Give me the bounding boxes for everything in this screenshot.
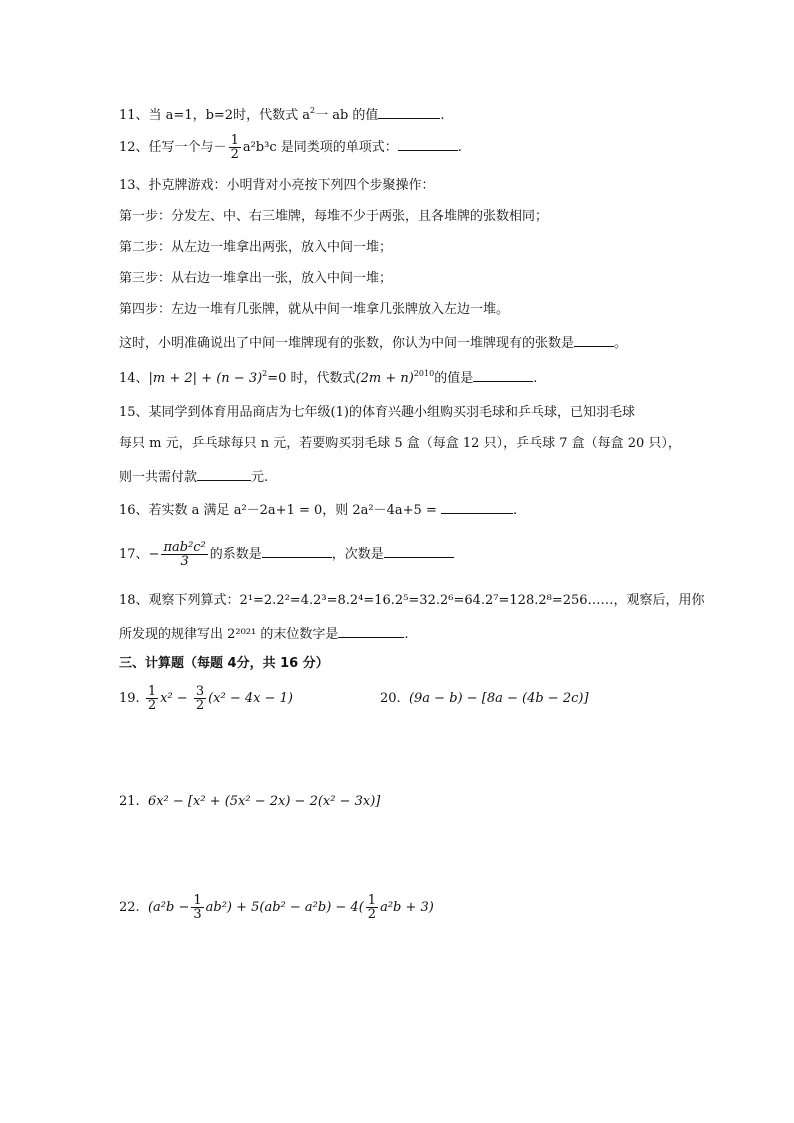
question-text: 则一共需付款 <box>119 470 198 485</box>
answer-blank[interactable] <box>441 499 513 514</box>
question-text: 一 ab 的值 <box>315 108 379 123</box>
numerator: 1 <box>367 893 377 908</box>
question-18-line-2 <box>119 623 409 644</box>
question-21 <box>119 793 380 811</box>
question-text: 这时，小明准确说出了中间一堆牌现有的张数，你认为中间一堆牌现有的张数是 <box>119 336 575 351</box>
fraction <box>194 685 206 712</box>
period: . <box>533 371 538 386</box>
period: . <box>457 140 462 155</box>
question-20 <box>380 690 589 708</box>
numerator: 1 <box>147 684 157 699</box>
question-14 <box>119 367 537 388</box>
question-22 <box>119 893 434 923</box>
answer-blank[interactable] <box>384 543 454 558</box>
exponent: 2 <box>262 369 268 378</box>
denominator: 3 <box>180 554 189 569</box>
question-12 <box>119 134 462 161</box>
numerator: 1 <box>193 893 202 908</box>
fraction <box>161 541 207 568</box>
denominator: 2 <box>367 907 377 922</box>
question-text: ，次数是 <box>331 547 384 562</box>
question-text: 观察下列算式：2¹=2.2²=4.2³=8.2⁴=16.2⁵=32.2⁶=64.2⁷=128.2⁸=256……，观察后，用你 <box>148 593 705 608</box>
math-expression: (a²b − <box>147 900 190 915</box>
question-text: a²b³c 是同类项的单项式： <box>242 140 398 155</box>
question-16 <box>119 499 517 520</box>
step-2: 第二步：从左边一堆拿出两张，放入中间一堆； <box>119 240 393 255</box>
question-number: 13、 <box>119 178 149 193</box>
fraction <box>146 685 158 712</box>
step-1: 第一步：分发左、中、右三堆牌，每堆不少于两张，且各堆牌的张数相同； <box>119 209 549 224</box>
fraction <box>366 894 378 921</box>
question-text: 所发现的规律写出 2²⁰²¹ 的末位数字是 <box>119 627 339 642</box>
answer-blank[interactable] <box>378 104 440 119</box>
math-expression: (x² − 4x − 1) <box>208 691 293 706</box>
question-17 <box>119 540 454 570</box>
answer-blank[interactable] <box>473 367 533 382</box>
question-15-line-2: 每只 m 元，乒乓球每只 n 元，若要购买羽毛球 5 盒（每盒 12 只），乒乓球 7 盒（每盒 20 只）， <box>119 436 681 451</box>
question-number: 15、 <box>119 405 149 420</box>
question-text: =0 时，代数式 <box>267 371 356 386</box>
denominator: 2 <box>195 698 205 713</box>
question-number: 22. <box>119 900 140 915</box>
section-title: 三、计算题（每题 4分，共 16 分） <box>119 656 329 671</box>
question-15-line-1 <box>119 404 635 422</box>
math-expression: ab²) + 5(ab² − a²b) − 4( <box>205 900 364 915</box>
unit-yuan: 元. <box>251 470 269 485</box>
question-11 <box>119 104 445 125</box>
question-number: 18、 <box>119 593 149 608</box>
answer-blank[interactable] <box>262 543 332 558</box>
exponent: 2010 <box>413 369 435 378</box>
question-text: 当 a=1，b=2时，代数式 a <box>148 108 310 123</box>
step-4: 第四步：左边一堆有几张牌，就从中间一堆拿几张牌放入左边一堆。 <box>119 302 510 317</box>
denominator: 2 <box>147 698 157 713</box>
question-text: 的值是 <box>434 371 474 386</box>
question-19 <box>119 684 293 714</box>
period: . <box>513 503 518 518</box>
numerator: πab²c² <box>163 540 206 555</box>
exponent: 2 <box>309 106 316 115</box>
question-13-conclusion <box>119 332 627 353</box>
question-number: 11、 <box>119 108 149 123</box>
math-expression: |m + 2| + (n − 3) <box>148 371 263 386</box>
question-number: 16、 <box>119 503 149 518</box>
numerator: 3 <box>195 684 205 699</box>
denominator: 3 <box>193 907 202 922</box>
question-text: 的系数是 <box>209 547 262 562</box>
question-text: 任写一个与－ <box>148 140 227 155</box>
question-text: 若实数 a 满足 a²－2a+1 = 0，则 2a²－4a+5 = <box>148 503 437 518</box>
answer-blank[interactable] <box>574 332 614 347</box>
question-number: 14、 <box>119 371 149 386</box>
answer-blank[interactable] <box>398 136 458 151</box>
fraction <box>229 134 241 161</box>
question-number: 19. <box>119 691 140 706</box>
minus-sign: − <box>148 547 160 562</box>
question-18-line-1 <box>119 592 705 610</box>
fraction <box>191 894 203 921</box>
answer-blank[interactable] <box>338 623 404 638</box>
question-number: 12、 <box>119 140 149 155</box>
question-15-line-3 <box>119 466 268 487</box>
question-number: 21. <box>119 794 140 809</box>
period: . <box>404 627 409 642</box>
math-expression: 6x² − [x² + (5x² − 2x) − 2(x² − 3x)] <box>147 794 381 809</box>
question-number: 17、 <box>119 547 149 562</box>
period: . <box>440 108 445 123</box>
math-expression: x² − <box>160 691 188 706</box>
math-expression: a²b + 3) <box>380 900 434 915</box>
math-expression: (9a − b) − [8a − (4b − 2c)] <box>408 691 589 706</box>
question-13-intro <box>119 177 435 195</box>
question-number: 20. <box>380 691 401 706</box>
question-text: 扑克牌游戏：小明背对小亮按下列四个步聚操作： <box>148 178 435 193</box>
step-3: 第三步：从右边一堆拿出一张，放入中间一堆； <box>119 271 393 286</box>
answer-blank[interactable] <box>197 466 251 481</box>
math-expression: (2m + n) <box>355 371 414 386</box>
denominator: 2 <box>230 147 239 162</box>
period: 。 <box>614 336 628 351</box>
numerator: 1 <box>230 133 239 148</box>
question-text: 某同学到体育用品商店为七年级(1)的体育兴趣小组购买羽毛球和乒乓球，已知羽毛球 <box>148 405 635 420</box>
